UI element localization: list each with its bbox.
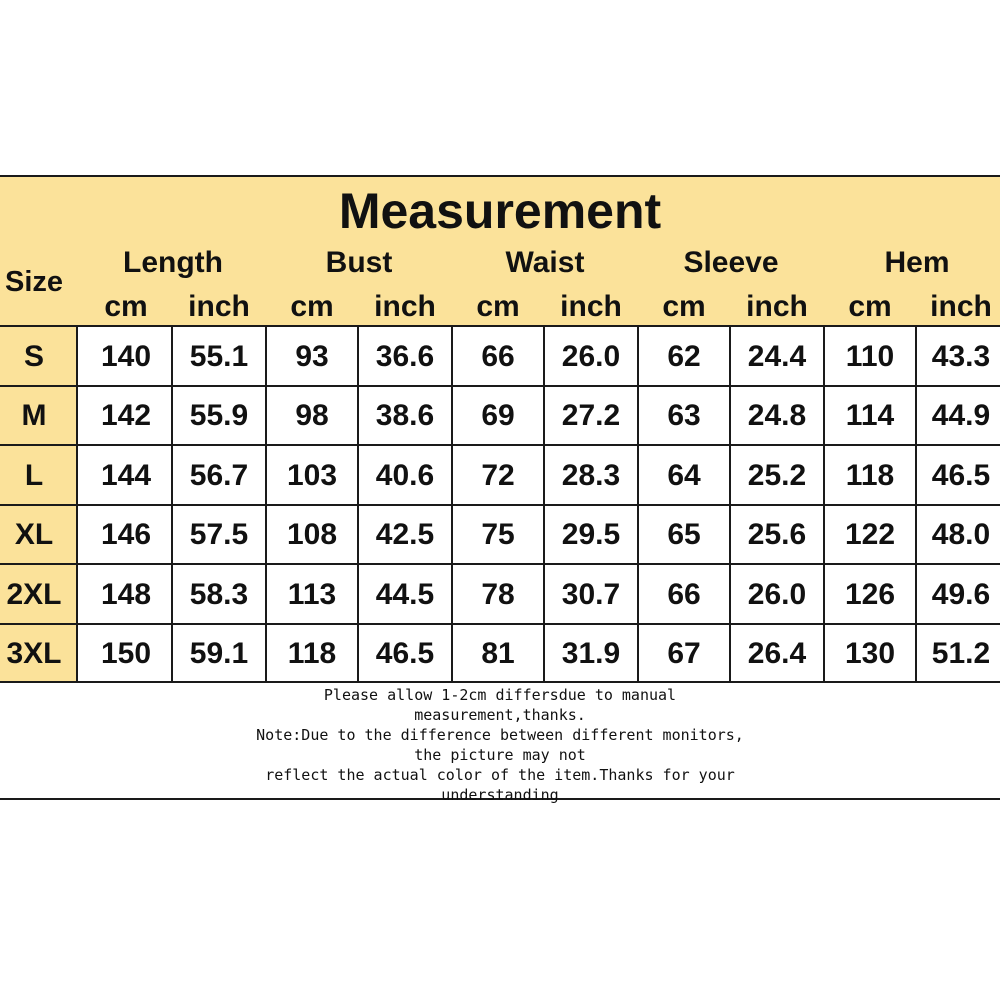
note-line: measurement,thanks. [414, 706, 586, 724]
table-cell: 24.8 [747, 399, 807, 432]
table-cell: 26.0 [747, 578, 807, 611]
size-label-s: S [23, 340, 44, 373]
table-cell: 55.1 [189, 340, 249, 373]
note-line: Please allow 1-2cm differsdue to manual [323, 686, 677, 704]
table-cell: 67 [667, 637, 701, 670]
measurement-note [0, 685, 1000, 805]
group-header-waist: Waist [505, 246, 585, 279]
table-cell: 150 [100, 637, 152, 670]
table-cell: 118 [845, 459, 895, 492]
table-cell: 38.6 [375, 399, 435, 432]
table-cell: 55.9 [189, 399, 249, 432]
table-cell: 118 [287, 637, 337, 670]
table-cell: 65 [667, 518, 701, 551]
table-cell: 26.0 [561, 340, 621, 373]
unit-header: cm [290, 290, 334, 323]
note-line: Note:Due to the difference between different monitors, [256, 726, 744, 744]
unit-header: inch [746, 290, 808, 323]
table-cell: 29.5 [561, 518, 621, 551]
unit-header: cm [104, 290, 148, 323]
table-cell: 63 [667, 399, 701, 432]
table-cell: 31.9 [561, 637, 621, 670]
unit-header: inch [930, 290, 992, 323]
table-cell: 44.5 [375, 578, 435, 611]
table-cell: 130 [844, 637, 896, 670]
table-cell: 59.1 [189, 637, 249, 670]
table-cell: 110 [845, 340, 895, 373]
table-cell: 25.2 [747, 459, 807, 492]
table-cell: 58.3 [189, 578, 249, 611]
table-cell: 56.7 [189, 459, 249, 492]
table-cell: 72 [481, 459, 515, 492]
table-cell: 144 [100, 459, 152, 492]
size-label-l: L [24, 459, 44, 492]
table-cell: 25.6 [747, 518, 807, 551]
table-cell: 140 [100, 340, 152, 373]
table-cell: 62 [667, 340, 701, 373]
size-label-2xl: 2XL [6, 578, 62, 611]
table-cell: 30.7 [561, 578, 621, 611]
table-cell: 66 [667, 578, 701, 611]
table-cell: 26.4 [747, 637, 807, 670]
size-label-xl: XL [14, 518, 54, 551]
unit-header: inch [188, 290, 250, 323]
table-cell: 146 [100, 518, 152, 551]
note-line: reflect the actual color of the item.Thanks for your [265, 766, 735, 784]
table-cell: 46.5 [931, 459, 991, 492]
table-cell: 69 [481, 399, 515, 432]
unit-header: cm [662, 290, 706, 323]
table-cell: 148 [100, 578, 152, 611]
size-label-m: M [21, 399, 47, 432]
table-cell: 64 [667, 459, 701, 492]
table-cell: 46.5 [375, 637, 435, 670]
table-cell: 51.2 [931, 637, 991, 670]
size-chart-table [0, 175, 1000, 804]
table-cell: 24.4 [747, 340, 807, 373]
table-cell: 27.2 [561, 399, 621, 432]
table-cell: 49.6 [931, 578, 991, 611]
table-cell: 36.6 [375, 340, 435, 373]
size-label-3xl: 3XL [6, 637, 62, 670]
group-header-length: Length [123, 246, 223, 279]
table-cell: 57.5 [189, 518, 249, 551]
table-header-band [0, 177, 1000, 327]
table-cell: 75 [481, 518, 515, 551]
group-header-sleeve: Sleeve [683, 246, 779, 279]
table-cell: 48.0 [931, 518, 991, 551]
table-cell: 28.3 [561, 459, 621, 492]
note-line: understanding [441, 786, 559, 804]
table-cell: 40.6 [375, 459, 435, 492]
table-cell: 108 [286, 518, 338, 551]
unit-header: cm [848, 290, 892, 323]
group-header-bust: Bust [325, 246, 393, 279]
note-line: the picture may not [414, 746, 586, 764]
table-title: Measurement [338, 183, 662, 239]
table-cell: 142 [100, 399, 152, 432]
size-column-header: Size [4, 266, 64, 298]
table-cell: 43.3 [931, 340, 991, 373]
table-cell: 44.9 [931, 399, 991, 432]
table-cell: 93 [295, 340, 329, 373]
unit-header: inch [560, 290, 622, 323]
unit-header: cm [476, 290, 520, 323]
table-cell: 114 [845, 399, 895, 432]
table-cell: 126 [844, 578, 896, 611]
table-cell: 103 [286, 459, 338, 492]
table-cell: 66 [481, 340, 515, 373]
table-cell: 81 [481, 637, 515, 670]
table-cell: 98 [295, 399, 329, 432]
table-cell: 122 [844, 518, 896, 551]
table-cell: 113 [287, 578, 337, 611]
group-header-hem: Hem [884, 246, 950, 279]
unit-header: inch [374, 290, 436, 323]
table-cell: 78 [481, 578, 515, 611]
table-cell: 42.5 [375, 518, 435, 551]
